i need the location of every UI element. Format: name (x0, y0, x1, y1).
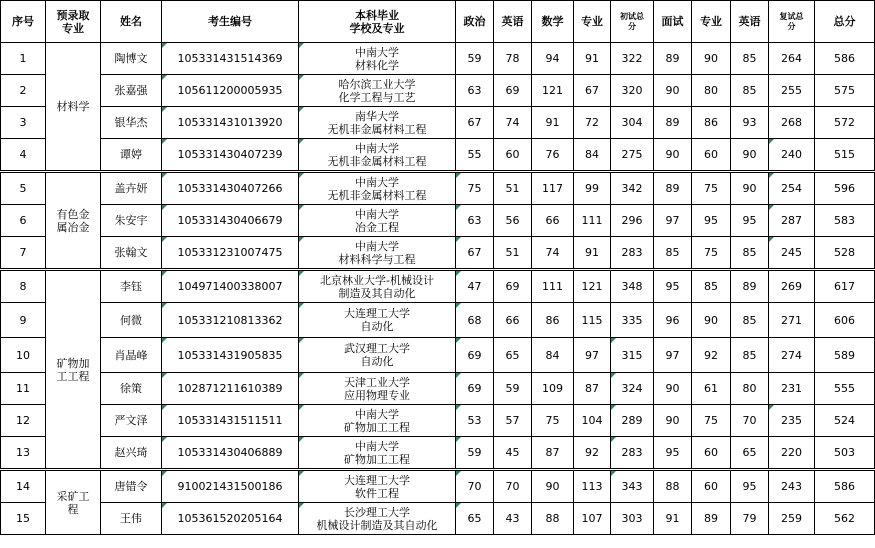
header-retest-total (769, 1, 815, 43)
cell-math: 117 (532, 172, 574, 205)
cell-prelim: 289 (611, 405, 654, 437)
header-specialty: 专业 (574, 1, 611, 43)
cell-name: 何微 (101, 303, 162, 338)
header-re-specialty: 专业 (692, 1, 731, 43)
undergrad-school: 北京林业大学-机械设计 (320, 273, 434, 287)
cell-name: 谭婷 (101, 139, 162, 172)
cell-specialty: 92 (574, 437, 611, 470)
table-body (1, 43, 875, 535)
cell-interview: 89 (654, 172, 692, 205)
cell-total: 583 (815, 205, 875, 237)
cell-politics: 65 (456, 503, 494, 535)
cell-name: 徐策 (101, 373, 162, 405)
undergrad-school: 中南大学 (355, 141, 399, 155)
cell-prelim: 283 (611, 437, 654, 470)
cell-prelim: 322 (611, 43, 654, 75)
cell-prelim: 320 (611, 75, 654, 107)
cell-exam-id: 105331431511511 (162, 405, 299, 437)
cell-name: 严文泽 (101, 405, 162, 437)
cell-exam-id: 910021431500186 (162, 470, 299, 503)
table-row (1, 172, 875, 205)
cell-retest: 231 (769, 373, 815, 405)
cell-re-english: 95 (731, 205, 769, 237)
cell-prelim: 342 (611, 172, 654, 205)
undergrad-major: 材料科学与工程 (338, 252, 416, 266)
header-interview: 面试 (654, 1, 692, 43)
cell-english: 66 (494, 303, 532, 338)
table-row (1, 338, 875, 373)
cell-retest: 259 (769, 503, 815, 535)
cell-specialty: 91 (574, 43, 611, 75)
cell-name: 陶博文 (101, 43, 162, 75)
cell-specialty: 87 (574, 373, 611, 405)
cell-name: 李钰 (101, 270, 162, 303)
cell-seq: 8 (1, 270, 46, 303)
group-label-line1: 采矿工 (56, 489, 90, 503)
cell-math: 66 (532, 205, 574, 237)
cell-retest: 243 (769, 470, 815, 503)
undergrad-school: 中南大学 (355, 45, 399, 59)
cell-undergrad (299, 503, 456, 535)
cell-name: 唐错令 (101, 470, 162, 503)
cell-re-specialty: 95 (692, 205, 731, 237)
cell-total: 586 (815, 43, 875, 75)
cell-undergrad (299, 437, 456, 470)
cell-re-specialty: 89 (692, 503, 731, 535)
cell-politics: 59 (456, 437, 494, 470)
header-undergrad-line1: 本科毕业 (355, 8, 399, 22)
cell-english: 51 (494, 237, 532, 270)
header-retest-line1: 复试总 (779, 11, 804, 21)
cell-seq: 14 (1, 470, 46, 503)
group-label-line1: 材料学 (56, 100, 90, 113)
cell-retest: 287 (769, 205, 815, 237)
cell-re-english: 90 (731, 139, 769, 172)
cell-retest: 274 (769, 338, 815, 373)
cell-re-specialty: 90 (692, 43, 731, 75)
undergrad-major: 制造及其自动化 (338, 286, 416, 300)
cell-total: 524 (815, 405, 875, 437)
cell-total: 503 (815, 437, 875, 470)
cell-english: 78 (494, 43, 532, 75)
table-row (1, 205, 875, 237)
cell-seq: 3 (1, 107, 46, 139)
cell-english: 43 (494, 503, 532, 535)
cell-exam-id: 105331431905835 (162, 338, 299, 373)
cell-name: 盖卉妍 (101, 172, 162, 205)
cell-group-major (46, 270, 101, 470)
cell-math: 87 (532, 437, 574, 470)
cell-name: 王伟 (101, 503, 162, 535)
group-label-line2: 程 (67, 502, 79, 516)
cell-re-specialty: 92 (692, 338, 731, 373)
cell-total: 555 (815, 373, 875, 405)
cell-specialty: 121 (574, 270, 611, 303)
cell-retest: 245 (769, 237, 815, 270)
cell-specialty: 107 (574, 503, 611, 535)
cell-re-english: 85 (731, 75, 769, 107)
cell-seq: 12 (1, 405, 46, 437)
undergrad-major: 矿物加工工程 (344, 420, 410, 434)
cell-exam-id: 105331431013920 (162, 107, 299, 139)
cell-total: 515 (815, 139, 875, 172)
cell-seq: 15 (1, 503, 46, 535)
undergrad-major: 冶金工程 (355, 220, 399, 234)
undergrad-major: 材料化学 (355, 58, 399, 72)
cell-interview: 90 (654, 75, 692, 107)
cell-english: 45 (494, 437, 532, 470)
cell-politics: 63 (456, 75, 494, 107)
cell-interview: 95 (654, 437, 692, 470)
cell-re-english: 70 (731, 405, 769, 437)
table-row (1, 270, 875, 303)
cell-exam-id: 105331210813362 (162, 303, 299, 338)
cell-seq: 1 (1, 43, 46, 75)
cell-re-specialty: 60 (692, 470, 731, 503)
cell-retest: 235 (769, 405, 815, 437)
cell-english: 51 (494, 172, 532, 205)
cell-retest: 255 (769, 75, 815, 107)
cell-math: 76 (532, 139, 574, 172)
cell-exam-id: 105331431514369 (162, 43, 299, 75)
undergrad-school: 哈尔滨工业大学 (338, 77, 416, 91)
cell-interview: 90 (654, 373, 692, 405)
table-row (1, 107, 875, 139)
cell-interview: 97 (654, 338, 692, 373)
undergrad-school: 长沙理工大学 (344, 505, 410, 519)
cell-undergrad (299, 338, 456, 373)
cell-re-english: 90 (731, 172, 769, 205)
undergrad-school: 天津工业大学 (344, 375, 410, 389)
header-major (46, 1, 101, 43)
cell-politics: 69 (456, 373, 494, 405)
cell-english: 69 (494, 270, 532, 303)
cell-re-specialty: 60 (692, 139, 731, 172)
cell-specialty: 115 (574, 303, 611, 338)
cell-re-specialty: 75 (692, 405, 731, 437)
undergrad-school: 中南大学 (355, 439, 399, 453)
header-undergrad-line2: 学校及专业 (349, 21, 405, 35)
cell-re-english: 79 (731, 503, 769, 535)
cell-politics: 47 (456, 270, 494, 303)
cell-math: 121 (532, 75, 574, 107)
cell-english: 65 (494, 338, 532, 373)
cell-seq: 7 (1, 237, 46, 270)
cell-seq: 2 (1, 75, 46, 107)
cell-interview: 90 (654, 405, 692, 437)
cell-re-specialty: 86 (692, 107, 731, 139)
group-label-line2: 属冶金 (56, 220, 90, 234)
cell-seq: 10 (1, 338, 46, 373)
cell-interview: 88 (654, 470, 692, 503)
cell-prelim: 296 (611, 205, 654, 237)
cell-politics: 70 (456, 470, 494, 503)
cell-english: 59 (494, 373, 532, 405)
table-row (1, 139, 875, 172)
cell-prelim: 348 (611, 270, 654, 303)
cell-exam-id: 105331430406679 (162, 205, 299, 237)
cell-politics: 69 (456, 338, 494, 373)
undergrad-school: 大连理工大学 (344, 307, 410, 320)
cell-specialty: 104 (574, 405, 611, 437)
undergrad-major: 化学工程与工艺 (338, 90, 416, 104)
cell-undergrad (299, 75, 456, 107)
cell-specialty: 72 (574, 107, 611, 139)
cell-total: 606 (815, 303, 875, 338)
cell-total: 596 (815, 172, 875, 205)
cell-exam-id: 105611200005935 (162, 75, 299, 107)
cell-interview: 89 (654, 43, 692, 75)
undergrad-major: 软件工程 (355, 486, 399, 500)
cell-exam-id: 105331430407239 (162, 139, 299, 172)
cell-exam-id: 105331430407266 (162, 172, 299, 205)
cell-prelim: 315 (611, 338, 654, 373)
header-exam-id: 考生编号 (162, 1, 299, 43)
cell-interview: 90 (654, 139, 692, 172)
cell-re-english: 65 (731, 437, 769, 470)
header-english: 英语 (494, 1, 532, 43)
cell-re-specialty: 60 (692, 437, 731, 470)
cell-retest: 264 (769, 43, 815, 75)
cell-specialty: 91 (574, 237, 611, 270)
cell-undergrad (299, 270, 456, 303)
cell-interview: 95 (654, 270, 692, 303)
cell-english: 70 (494, 470, 532, 503)
table-row (1, 470, 875, 503)
cell-re-english: 89 (731, 270, 769, 303)
cell-english: 60 (494, 139, 532, 172)
cell-undergrad (299, 405, 456, 437)
header-seq: 序号 (1, 1, 46, 43)
undergrad-major: 矿物加工工程 (344, 452, 410, 466)
cell-re-english: 95 (731, 470, 769, 503)
cell-exam-id: 105361520205164 (162, 503, 299, 535)
cell-group-major (46, 43, 101, 172)
cell-math: 86 (532, 303, 574, 338)
cell-prelim: 304 (611, 107, 654, 139)
cell-seq: 11 (1, 373, 46, 405)
cell-total: 562 (815, 503, 875, 535)
undergrad-school: 中南大学 (355, 407, 399, 421)
cell-undergrad (299, 237, 456, 270)
cell-politics: 67 (456, 107, 494, 139)
cell-total: 589 (815, 338, 875, 373)
header-politics: 政治 (456, 1, 494, 43)
cell-english: 74 (494, 107, 532, 139)
table-row (1, 405, 875, 437)
cell-specialty: 113 (574, 470, 611, 503)
cell-prelim: 303 (611, 503, 654, 535)
cell-undergrad (299, 373, 456, 405)
undergrad-major: 自动化 (360, 355, 394, 368)
cell-politics: 75 (456, 172, 494, 205)
cell-politics: 53 (456, 405, 494, 437)
cell-politics: 55 (456, 139, 494, 172)
cell-re-english: 85 (731, 43, 769, 75)
cell-re-specialty: 75 (692, 237, 731, 270)
cell-english: 56 (494, 205, 532, 237)
undergrad-major: 无机非金属材料工程 (327, 122, 427, 136)
undergrad-school: 大连理工大学 (344, 473, 410, 487)
cell-name: 赵兴琦 (101, 437, 162, 470)
cell-politics: 59 (456, 43, 494, 75)
header-prelim-total (611, 1, 654, 43)
cell-retest: 254 (769, 172, 815, 205)
cell-politics: 67 (456, 237, 494, 270)
cell-re-specialty: 90 (692, 303, 731, 338)
undergrad-school: 南华大学 (355, 109, 399, 123)
header-row (1, 1, 875, 43)
cell-exam-id: 105331231007475 (162, 237, 299, 270)
cell-undergrad (299, 470, 456, 503)
cell-retest: 240 (769, 139, 815, 172)
cell-undergrad (299, 107, 456, 139)
header-prelim-line1: 初试总 (620, 11, 644, 21)
cell-undergrad (299, 172, 456, 205)
cell-prelim: 283 (611, 237, 654, 270)
cell-specialty: 111 (574, 205, 611, 237)
undergrad-school: 中南大学 (355, 239, 399, 253)
cell-retest: 268 (769, 107, 815, 139)
cell-name: 张嘉强 (101, 75, 162, 107)
table-row (1, 303, 875, 338)
cell-seq: 6 (1, 205, 46, 237)
cell-interview: 96 (654, 303, 692, 338)
cell-re-english: 80 (731, 373, 769, 405)
undergrad-major: 机械设计制造及其自动化 (316, 518, 438, 532)
cell-seq: 4 (1, 139, 46, 172)
table-row (1, 503, 875, 535)
undergrad-major: 无机非金属材料工程 (327, 188, 427, 202)
header-total: 总分 (815, 1, 875, 43)
cell-interview: 85 (654, 237, 692, 270)
header-undergrad (299, 1, 456, 43)
cell-re-english: 85 (731, 303, 769, 338)
cell-exam-id: 102871211610389 (162, 373, 299, 405)
cell-undergrad (299, 43, 456, 75)
group-label-line1: 矿物加 (56, 356, 90, 370)
cell-name: 银华杰 (101, 107, 162, 139)
cell-interview: 89 (654, 107, 692, 139)
cell-math: 91 (532, 107, 574, 139)
header-math: 数学 (532, 1, 574, 43)
cell-group-major (46, 470, 101, 535)
cell-undergrad (299, 303, 456, 338)
cell-undergrad (299, 205, 456, 237)
header-re-english: 英语 (731, 1, 769, 43)
cell-politics: 63 (456, 205, 494, 237)
cell-math: 94 (532, 43, 574, 75)
cell-prelim: 275 (611, 139, 654, 172)
header-major-line2: 专业 (62, 21, 84, 35)
cell-retest: 271 (769, 303, 815, 338)
cell-re-specialty: 80 (692, 75, 731, 107)
undergrad-major: 无机非金属材料工程 (327, 154, 427, 168)
cell-interview: 97 (654, 205, 692, 237)
cell-specialty: 99 (574, 172, 611, 205)
header-major-line1: 预录取 (56, 8, 90, 22)
cell-group-major (46, 172, 101, 270)
cell-total: 617 (815, 270, 875, 303)
cell-politics: 68 (456, 303, 494, 338)
cell-name: 朱安宇 (101, 205, 162, 237)
cell-name: 肖晶峰 (101, 338, 162, 373)
cell-total: 572 (815, 107, 875, 139)
cell-re-specialty: 85 (692, 270, 731, 303)
cell-seq: 5 (1, 172, 46, 205)
cell-re-english: 93 (731, 107, 769, 139)
cell-interview: 91 (654, 503, 692, 535)
header-retest-line2: 分 (787, 21, 796, 31)
cell-re-english: 85 (731, 237, 769, 270)
cell-name: 张翰文 (101, 237, 162, 270)
cell-specialty: 67 (574, 75, 611, 107)
cell-english: 57 (494, 405, 532, 437)
table-row (1, 237, 875, 270)
undergrad-school: 武汉理工大学 (344, 342, 410, 355)
header-name: 姓名 (101, 1, 162, 43)
table-row (1, 75, 875, 107)
cell-seq: 9 (1, 303, 46, 338)
cell-re-specialty: 61 (692, 373, 731, 405)
cell-re-specialty: 75 (692, 172, 731, 205)
cell-total: 575 (815, 75, 875, 107)
undergrad-school: 中南大学 (355, 175, 399, 189)
cell-retest: 220 (769, 437, 815, 470)
cell-specialty: 84 (574, 139, 611, 172)
table-row (1, 437, 875, 470)
cell-prelim: 343 (611, 470, 654, 503)
group-label-line2: 工工程 (56, 369, 90, 383)
cell-math: 90 (532, 470, 574, 503)
cell-english: 69 (494, 75, 532, 107)
header-prelim-line2: 分 (628, 21, 636, 31)
table-row (1, 43, 875, 75)
cell-math: 109 (532, 373, 574, 405)
cell-retest: 269 (769, 270, 815, 303)
group-label-line1: 有色金 (56, 207, 90, 221)
cell-specialty: 97 (574, 338, 611, 373)
cell-math: 88 (532, 503, 574, 535)
cell-exam-id: 104971400338007 (162, 270, 299, 303)
table-row (1, 373, 875, 405)
undergrad-major: 应用物理专业 (344, 388, 410, 402)
cell-total: 528 (815, 237, 875, 270)
cell-seq: 13 (1, 437, 46, 470)
cell-re-english: 85 (731, 338, 769, 373)
cell-exam-id: 105331430406889 (162, 437, 299, 470)
cell-undergrad (299, 139, 456, 172)
cell-total: 586 (815, 470, 875, 503)
cell-math: 75 (532, 405, 574, 437)
undergrad-major: 自动化 (360, 320, 394, 333)
cell-prelim: 335 (611, 303, 654, 338)
cell-math: 111 (532, 270, 574, 303)
cell-prelim: 324 (611, 373, 654, 405)
undergrad-school: 中南大学 (355, 207, 399, 221)
cell-math: 84 (532, 338, 574, 373)
cell-math: 74 (532, 237, 574, 270)
